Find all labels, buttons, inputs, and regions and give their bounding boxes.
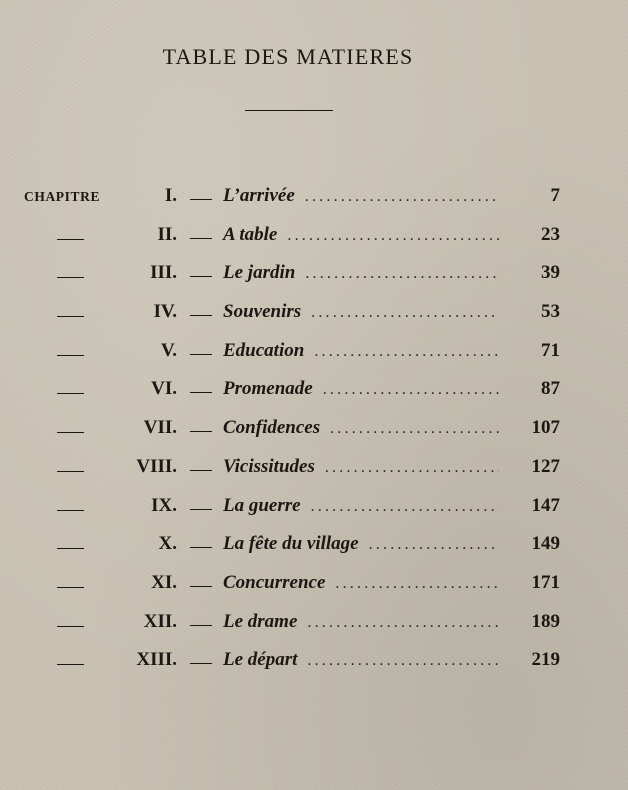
dot-leader <box>311 304 499 322</box>
chapter-numeral: III. <box>150 262 177 284</box>
chapter-title: A table <box>223 223 278 245</box>
ditto-mark <box>57 510 84 511</box>
chapter-numeral: XIII. <box>136 649 177 671</box>
em-dash-separator <box>190 431 212 432</box>
page-number: 53 <box>541 301 560 323</box>
toc-row <box>0 608 628 647</box>
chapter-title: La guerre <box>223 494 301 516</box>
em-dash-separator <box>190 315 212 316</box>
chapter-title: Le drame <box>223 610 298 632</box>
ditto-mark <box>57 355 84 356</box>
chapter-entry <box>223 301 499 323</box>
toc-row <box>0 530 628 569</box>
page-number: 71 <box>541 339 560 361</box>
toc-row <box>0 453 628 492</box>
chapter-title: Concurrence <box>223 571 326 593</box>
toc-row <box>0 259 628 298</box>
dot-leader <box>323 381 499 399</box>
chapter-numeral: VIII. <box>136 455 177 477</box>
page-number: 107 <box>531 417 560 439</box>
page-number: 147 <box>531 494 560 516</box>
ditto-mark <box>57 587 84 588</box>
em-dash-separator <box>190 238 212 239</box>
em-dash-separator <box>190 354 212 355</box>
chapter-numeral: XII. <box>143 610 177 632</box>
dot-leader <box>311 498 499 516</box>
chapter-entry <box>223 262 499 284</box>
dot-leader <box>335 575 499 593</box>
page-number: 189 <box>531 610 560 632</box>
em-dash-separator <box>190 470 212 471</box>
ditto-mark <box>57 393 84 394</box>
chapter-title: Le départ <box>223 649 298 671</box>
em-dash-separator <box>190 547 212 548</box>
page-number: 171 <box>531 571 560 593</box>
chapter-numeral: XI. <box>151 571 177 593</box>
page-title: TABLE DES MATIERES <box>162 44 414 69</box>
em-dash-separator <box>190 392 212 393</box>
chapter-title: Vicissitudes <box>223 455 315 477</box>
dot-leader <box>305 265 499 283</box>
chapter-entry <box>223 224 499 246</box>
chapter-entry <box>223 649 499 671</box>
chapter-entry <box>223 340 499 362</box>
page-number: 87 <box>541 378 560 400</box>
dot-leader <box>369 536 499 554</box>
dot-leader <box>330 420 499 438</box>
chapter-numeral: IV. <box>153 301 177 323</box>
page-number: 23 <box>541 223 560 245</box>
chapter-title: Education <box>223 339 305 361</box>
em-dash-separator <box>190 509 212 510</box>
chapter-numeral: X. <box>158 533 177 555</box>
chapter-entry <box>223 378 499 400</box>
em-dash-separator <box>190 625 212 626</box>
page-number: 7 <box>550 185 560 206</box>
ditto-mark <box>57 626 84 627</box>
chapter-numeral: II. <box>157 223 177 245</box>
chapter-entry <box>223 185 499 207</box>
toc-row <box>0 569 628 608</box>
chapter-label: CHAPITRE <box>24 189 101 204</box>
em-dash-separator <box>190 586 212 587</box>
ditto-mark <box>57 239 84 240</box>
toc-row <box>0 182 628 221</box>
chapter-numeral: IX. <box>151 494 177 516</box>
ditto-mark <box>57 277 84 278</box>
toc-row <box>0 221 628 260</box>
em-dash-separator <box>190 199 212 200</box>
page-number: 39 <box>541 262 560 284</box>
title-rule <box>245 110 333 111</box>
dot-leader <box>325 459 499 477</box>
chapter-entry <box>223 417 499 439</box>
chapter-title: Souvenirs <box>223 301 302 323</box>
chapter-entry <box>223 495 499 517</box>
chapter-title: Promenade <box>223 378 313 400</box>
chapter-numeral: VII. <box>143 417 177 439</box>
ditto-mark <box>57 471 84 472</box>
chapter-entry <box>223 533 499 555</box>
chapter-title: L’arrivée <box>223 185 295 206</box>
dot-leader <box>307 652 499 670</box>
ditto-mark <box>57 664 84 665</box>
chapter-title: Confidences <box>223 417 321 439</box>
chapter-entry <box>223 572 499 594</box>
toc-row <box>0 375 628 414</box>
page-number: 127 <box>531 455 560 477</box>
chapter-entry <box>223 611 499 633</box>
table-of-contents <box>0 182 628 685</box>
chapter-numeral: VI. <box>151 378 177 400</box>
ditto-mark <box>57 316 84 317</box>
toc-row <box>0 298 628 337</box>
chapter-title: Le jardin <box>223 262 296 284</box>
chapter-numeral: I. <box>164 185 177 206</box>
chapter-entry <box>223 456 499 478</box>
dot-leader <box>287 227 499 245</box>
toc-row <box>0 414 628 453</box>
page-number: 149 <box>531 533 560 555</box>
toc-row <box>0 337 628 376</box>
chapter-numeral: V. <box>160 339 177 361</box>
ditto-mark <box>57 548 84 549</box>
page-number: 219 <box>531 649 560 671</box>
em-dash-separator <box>190 276 212 277</box>
dot-leader <box>307 614 499 632</box>
toc-row <box>0 492 628 531</box>
dot-leader <box>305 188 499 206</box>
toc-row <box>0 646 628 685</box>
dot-leader <box>314 343 499 361</box>
em-dash-separator <box>190 663 212 664</box>
chapter-title: La fête du village <box>223 533 359 555</box>
ditto-mark <box>57 432 84 433</box>
